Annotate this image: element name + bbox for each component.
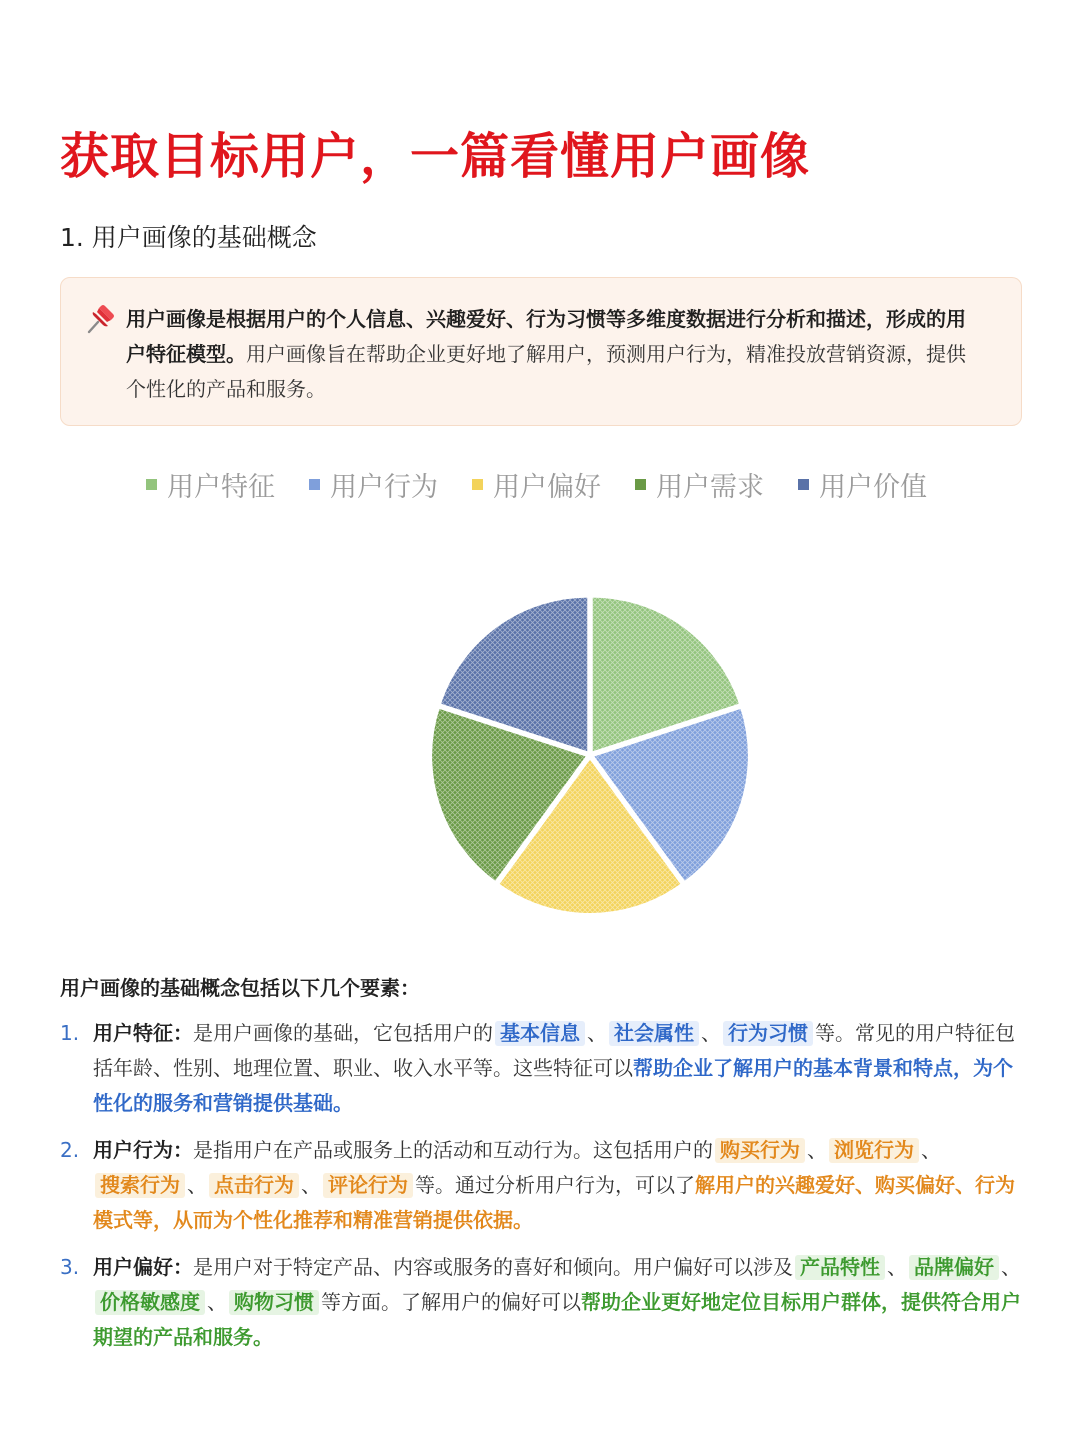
elements-list (60, 1016, 1022, 1367)
legend-label: 用户偏好 (493, 472, 601, 503)
pushpin-icon (83, 302, 117, 336)
list-text: 是指用户在产品或服务上的活动和互动行为。这包括用户的 (193, 1138, 713, 1162)
list-number: 2. (60, 1138, 80, 1162)
elements-heading: 用户画像的基础概念包括以下几个要素： (60, 976, 420, 1000)
legend-label: 用户价值 (819, 472, 927, 503)
chart-legend (146, 465, 961, 504)
legend-item (798, 465, 927, 504)
legend-swatch (309, 479, 320, 490)
legend-item (472, 465, 601, 504)
keyword-tag: 搜索行为 (95, 1173, 185, 1198)
list-item (60, 1016, 1022, 1121)
keyword-tag: 基本信息 (495, 1021, 585, 1046)
keyword-tag: 行为习惯 (723, 1021, 813, 1046)
list-item (60, 1250, 1022, 1355)
separator: 、 (701, 1021, 721, 1045)
legend-swatch (798, 479, 809, 490)
separator: 、 (921, 1138, 941, 1162)
legend-label: 用户需求 (656, 472, 764, 503)
keyword-tag: 购买行为 (715, 1138, 805, 1163)
legend-label: 用户行为 (330, 472, 438, 503)
keyword-tag: 社会属性 (609, 1021, 699, 1046)
list-text: 是用户对于特定产品、内容或服务的喜好和倾向。用户偏好可以涉及 (193, 1255, 793, 1279)
separator: 、 (587, 1021, 607, 1045)
legend-label: 用户特征 (167, 472, 275, 503)
pie-chart (420, 585, 760, 925)
list-number: 3. (60, 1255, 80, 1279)
keyword-tag: 品牌偏好 (909, 1255, 999, 1280)
keyword-tag: 点击行为 (209, 1173, 299, 1198)
keyword-tag: 浏览行为 (829, 1138, 919, 1163)
legend-item (635, 465, 764, 504)
keyword-tag: 产品特性 (795, 1255, 885, 1280)
legend-swatch (146, 479, 157, 490)
list-number: 1. (60, 1021, 80, 1045)
highlight-text: 解用户的兴趣爱好、购买偏好、行为模式等，从而为个性化推荐和精准营销提供依据。 (93, 1173, 1015, 1232)
keyword-tag: 评论行为 (323, 1173, 413, 1198)
highlight-text: 帮助企业了解用户的基本背景和特点，为个性化的服务和营销提供基础。 (93, 1056, 1013, 1115)
list-term: 用户行为： (93, 1138, 193, 1162)
separator: 、 (887, 1255, 907, 1279)
legend-swatch (635, 479, 646, 490)
legend-item (309, 465, 438, 504)
separator: 、 (807, 1138, 827, 1162)
keyword-tag: 价格敏感度 (95, 1290, 205, 1315)
list-text: 等。通过分析用户行为，可以了 (415, 1173, 695, 1197)
separator: 、 (207, 1290, 227, 1314)
list-item (60, 1133, 1022, 1238)
separator: 、 (187, 1173, 207, 1197)
section-heading: 1. 用户画像的基础概念 (60, 223, 317, 252)
list-text: 是用户画像的基础，它包括用户的 (193, 1021, 493, 1045)
legend-item (146, 465, 275, 504)
callout-box (60, 277, 1022, 426)
list-term: 用户特征： (93, 1021, 193, 1045)
list-text: 等。常见的用户特征包括年龄、性别、地理位置、职业、收入水平等。这些特征可以 (93, 1021, 1015, 1080)
legend-swatch (472, 479, 483, 490)
list-term: 用户偏好： (93, 1255, 193, 1279)
list-text: 等方面。了解用户的偏好可以 (321, 1290, 581, 1314)
callout-bold-text: 用户画像是根据用户的个人信息、兴趣爱好、行为习惯等多维度数据进行分析和描述，形成的用户特征模型。用户画像旨在帮助企业更好地了解用户，预测用户行为，精准投放营销资源，提供个性化的产品和服务。 (126, 307, 966, 401)
keyword-tag: 购物习惯 (229, 1290, 319, 1315)
separator: 、 (1001, 1255, 1021, 1279)
highlight-text: 帮助企业更好地定位目标用户群体，提供符合用户期望的产品和服务。 (93, 1290, 1021, 1349)
page-title: 获取目标用户，一篇看懂用户画像 (60, 128, 811, 185)
separator: 、 (301, 1173, 321, 1197)
